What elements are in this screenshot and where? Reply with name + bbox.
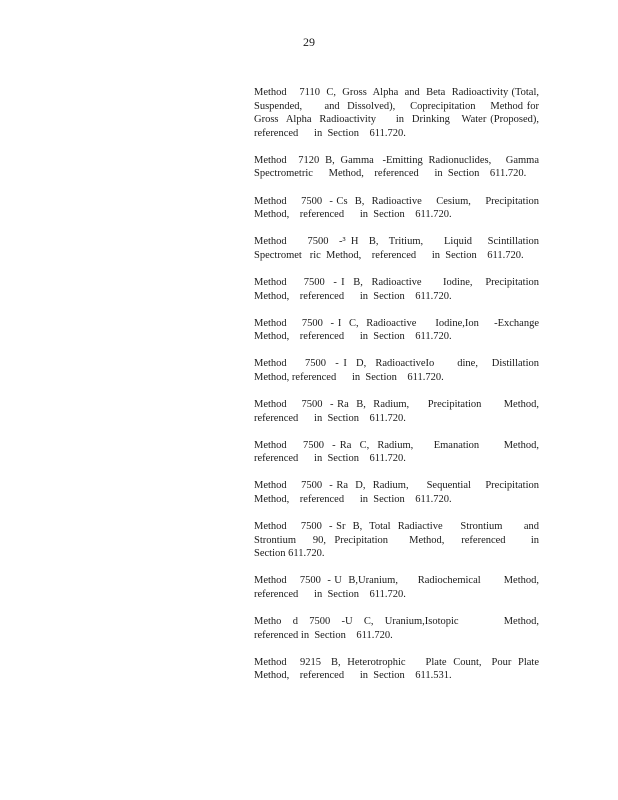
method-entry: Method 7500 - U B,Uranium, Radiochemical Method, referenced in Section 611.720. [254, 575, 542, 600]
method-entry: Method 7500 - I D, RadioactiveIo dine, Distillation Method, referenced in Section 611.720. [254, 358, 547, 383]
method-entry: Method 7500 - Cs B, Radioactive Cesium, Precipitation Method, referenced in Section 611.720. [254, 195, 542, 221]
method-entry: Metho d 7500 -U C, Uranium,Isotopic Method, referenced in Section 611.720. [254, 616, 553, 641]
method-entry: Method 7500 - I C, Radioactive Iodine,Ion -Exchange Method, referenced in Section 611.720. [254, 317, 542, 343]
method-entry: Method 7500 - Ra C, Radium, Emanation Method, referenced in Section 611.720. [254, 439, 542, 465]
method-entry: Method 9215 B, Heterotrophic Plate Count, Pour Plate Method, referenced in Section 611.531. [254, 656, 542, 682]
method-entry: Method 7500 - Ra B, Radium, Precipitation Method, referenced in Section 611.720. [254, 399, 542, 424]
page-number: 29 [303, 35, 315, 49]
method-entry: Method 7500 - Ra D, Radium, Sequential Precipitation Method, referenced in Section 611.720. [254, 480, 542, 505]
method-entry: Method 7120 B, Gamma -Emitting Radionuclides, Gamma Spectrometric Method, referenced in Section 611.720. [254, 154, 542, 180]
method-entry: Method 7500 -³ H B, Tritium, Liquid Scintillation Spectromet ric Method, referenced in Section 611.720. [254, 236, 542, 261]
method-list [254, 86, 553, 696]
method-entry: Method 7500 - I B, Radioactive Iodine, Precipitation Method, referenced in Section 611.720. [254, 276, 542, 302]
method-entry: Method 7110 C, Gross Alpha and Beta Radioactivity (Total, Suspended, and Dissolved), Coprecipitation Method for Gross Alpha Radioactivity in Drinking Water (Proposed), referenced in Section 611.720. [254, 87, 553, 139]
method-entry: Method 7500 - Sr B, Total Radiactive Strontium and Strontium 90, Precipitation Method, referenced in Section 611.720. [254, 521, 545, 560]
